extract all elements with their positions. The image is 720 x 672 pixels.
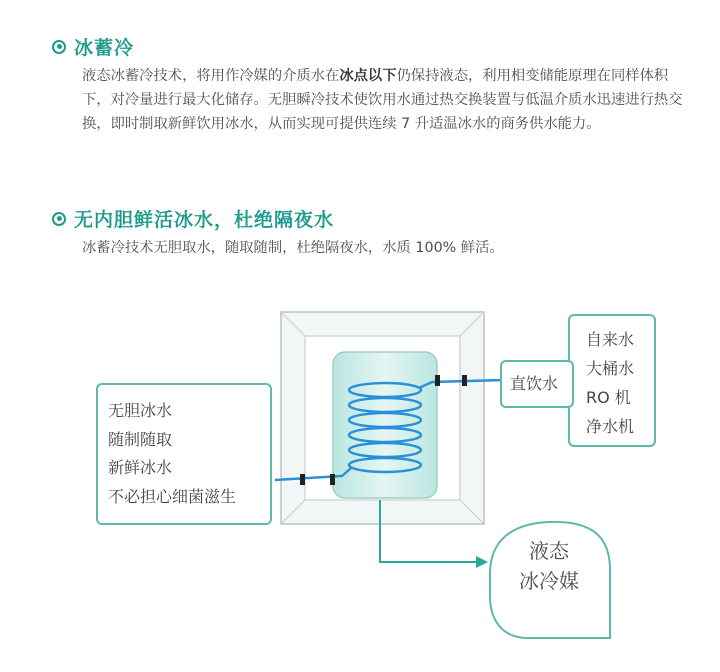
benefits-box bbox=[96, 383, 272, 525]
text-part-1: 液态冰蓄冷技术，将用作冷媒的介质水在 bbox=[82, 68, 340, 84]
benefit-line: 无胆冰水 bbox=[108, 401, 173, 420]
medium-line: 液态 bbox=[529, 539, 569, 563]
section-ice-storage-title: 冰蓄冷 bbox=[74, 37, 135, 59]
medium-label bbox=[510, 536, 588, 596]
drinking-water-box bbox=[500, 360, 574, 408]
pipe-fitting-icon bbox=[330, 474, 335, 485]
benefit-line: 新鲜冰水 bbox=[108, 458, 173, 477]
water-source-box bbox=[568, 314, 656, 447]
section-fresh-water-text: 冰蓄冷技术无胆取水，随取随制，杜绝隔夜水，水质 100% 鲜活。 bbox=[82, 240, 504, 256]
pipe-fitting-icon bbox=[300, 474, 305, 485]
ice-storage-tank bbox=[333, 352, 437, 498]
source-line: 净水机 bbox=[586, 417, 635, 436]
text-part-2: 仍保持液态，利用相变储能原理在同样体积下，对冷量进行最大化储存。无胆瞬冷技术使饮用水通过热交换装置与低温介质水迅速进行热交换，即时制取新鲜饮用冰水，从而实现可提供连续 7 升适温冰水的商务供水能力。 bbox=[82, 68, 683, 132]
pipe-fitting-icon bbox=[462, 375, 467, 386]
source-line: 自来水 bbox=[586, 330, 635, 349]
source-line: 大桶水 bbox=[586, 359, 635, 378]
benefit-line: 不必担心细菌滋生 bbox=[108, 486, 237, 506]
pipe-fitting-icon bbox=[435, 375, 440, 386]
section-fresh-water-title: 无内胆鲜活冰水，杜绝隔夜水 bbox=[74, 209, 335, 231]
source-line: RO 机 bbox=[586, 388, 631, 407]
text-bold: 冰点以下 bbox=[339, 68, 397, 84]
medium-line: 冰冷媒 bbox=[519, 569, 579, 593]
drinking-water-label: 直饮水 bbox=[510, 374, 559, 393]
benefit-line: 随制随取 bbox=[108, 429, 173, 449]
